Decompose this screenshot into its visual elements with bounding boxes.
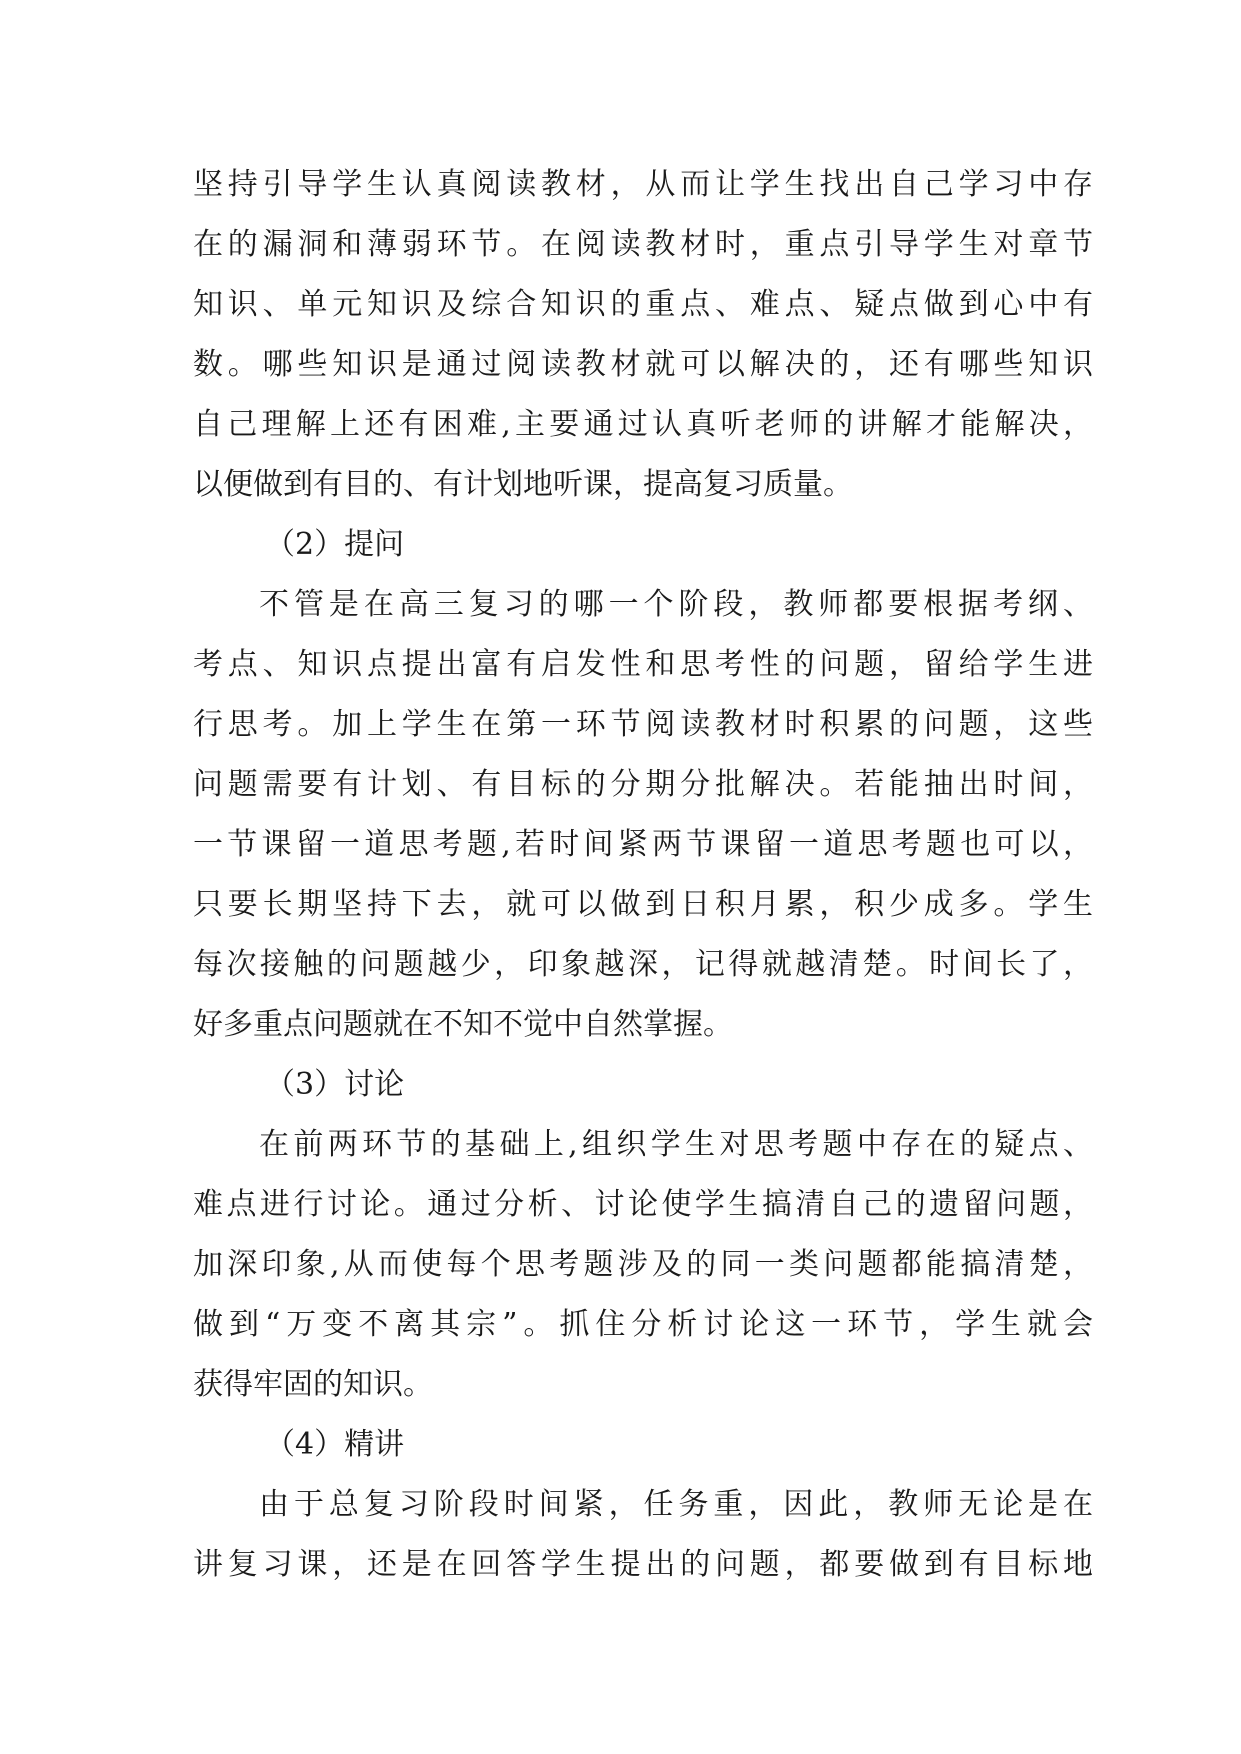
- section-heading: （2）提问: [265, 527, 405, 562]
- text-line: 自己理解上还有困难,主要通过认真听老师的讲解才能解决，: [193, 407, 1093, 442]
- text-line: 知识、单元知识及综合知识的重点、难点、疑点做到心中有: [193, 287, 1093, 322]
- text-line: 获得牢固的知识。: [193, 1367, 433, 1402]
- section-heading: （4）精讲: [265, 1427, 405, 1462]
- text-line: 做到“万变不离其宗”。抓住分析讨论这一环节，学生就会: [193, 1307, 1093, 1342]
- text-line: 考点、知识点提出富有启发性和思考性的问题，留给学生进: [193, 647, 1093, 682]
- paragraph-first-line: 在前两环节的基础上,组织学生对思考题中存在的疑点、: [259, 1127, 1093, 1162]
- text-line: 以便做到有目的、有计划地听课，提高复习质量。: [193, 467, 853, 502]
- paragraph-first-line: 由于总复习阶段时间紧，任务重，因此，教师无论是在: [259, 1487, 1093, 1522]
- text-line: 加深印象,从而使每个思考题涉及的同一类问题都能搞清楚，: [193, 1247, 1093, 1282]
- text-line: 问题需要有计划、有目标的分期分批解决。若能抽出时间，: [193, 767, 1093, 802]
- text-line: 行思考。加上学生在第一环节阅读教材时积累的问题，这些: [193, 707, 1093, 742]
- text-line: 难点进行讨论。通过分析、讨论使学生搞清自己的遗留问题，: [193, 1187, 1093, 1222]
- text-line: 一节课留一道思考题,若时间紧两节课留一道思考题也可以，: [193, 827, 1093, 862]
- text-line: 数。哪些知识是通过阅读教材就可以解决的，还有哪些知识: [193, 347, 1093, 382]
- text-line: 讲复习课，还是在回答学生提出的问题，都要做到有目标地: [193, 1547, 1093, 1582]
- document-body: [193, 155, 1093, 1595]
- section-heading: （3）讨论: [265, 1067, 405, 1102]
- text-line: 好多重点问题就在不知不觉中自然掌握。: [193, 1007, 733, 1042]
- text-line: 每次接触的问题越少，印象越深，记得就越清楚。时间长了，: [193, 947, 1093, 982]
- text-line: 在的漏洞和薄弱环节。在阅读教材时，重点引导学生对章节: [193, 227, 1093, 262]
- text-line: 只要长期坚持下去，就可以做到日积月累，积少成多。学生: [193, 887, 1093, 922]
- text-line: 坚持引导学生认真阅读教材，从而让学生找出自己学习中存: [193, 167, 1093, 202]
- paragraph-first-line: 不管是在高三复习的哪一个阶段，教师都要根据考纲、: [259, 587, 1093, 622]
